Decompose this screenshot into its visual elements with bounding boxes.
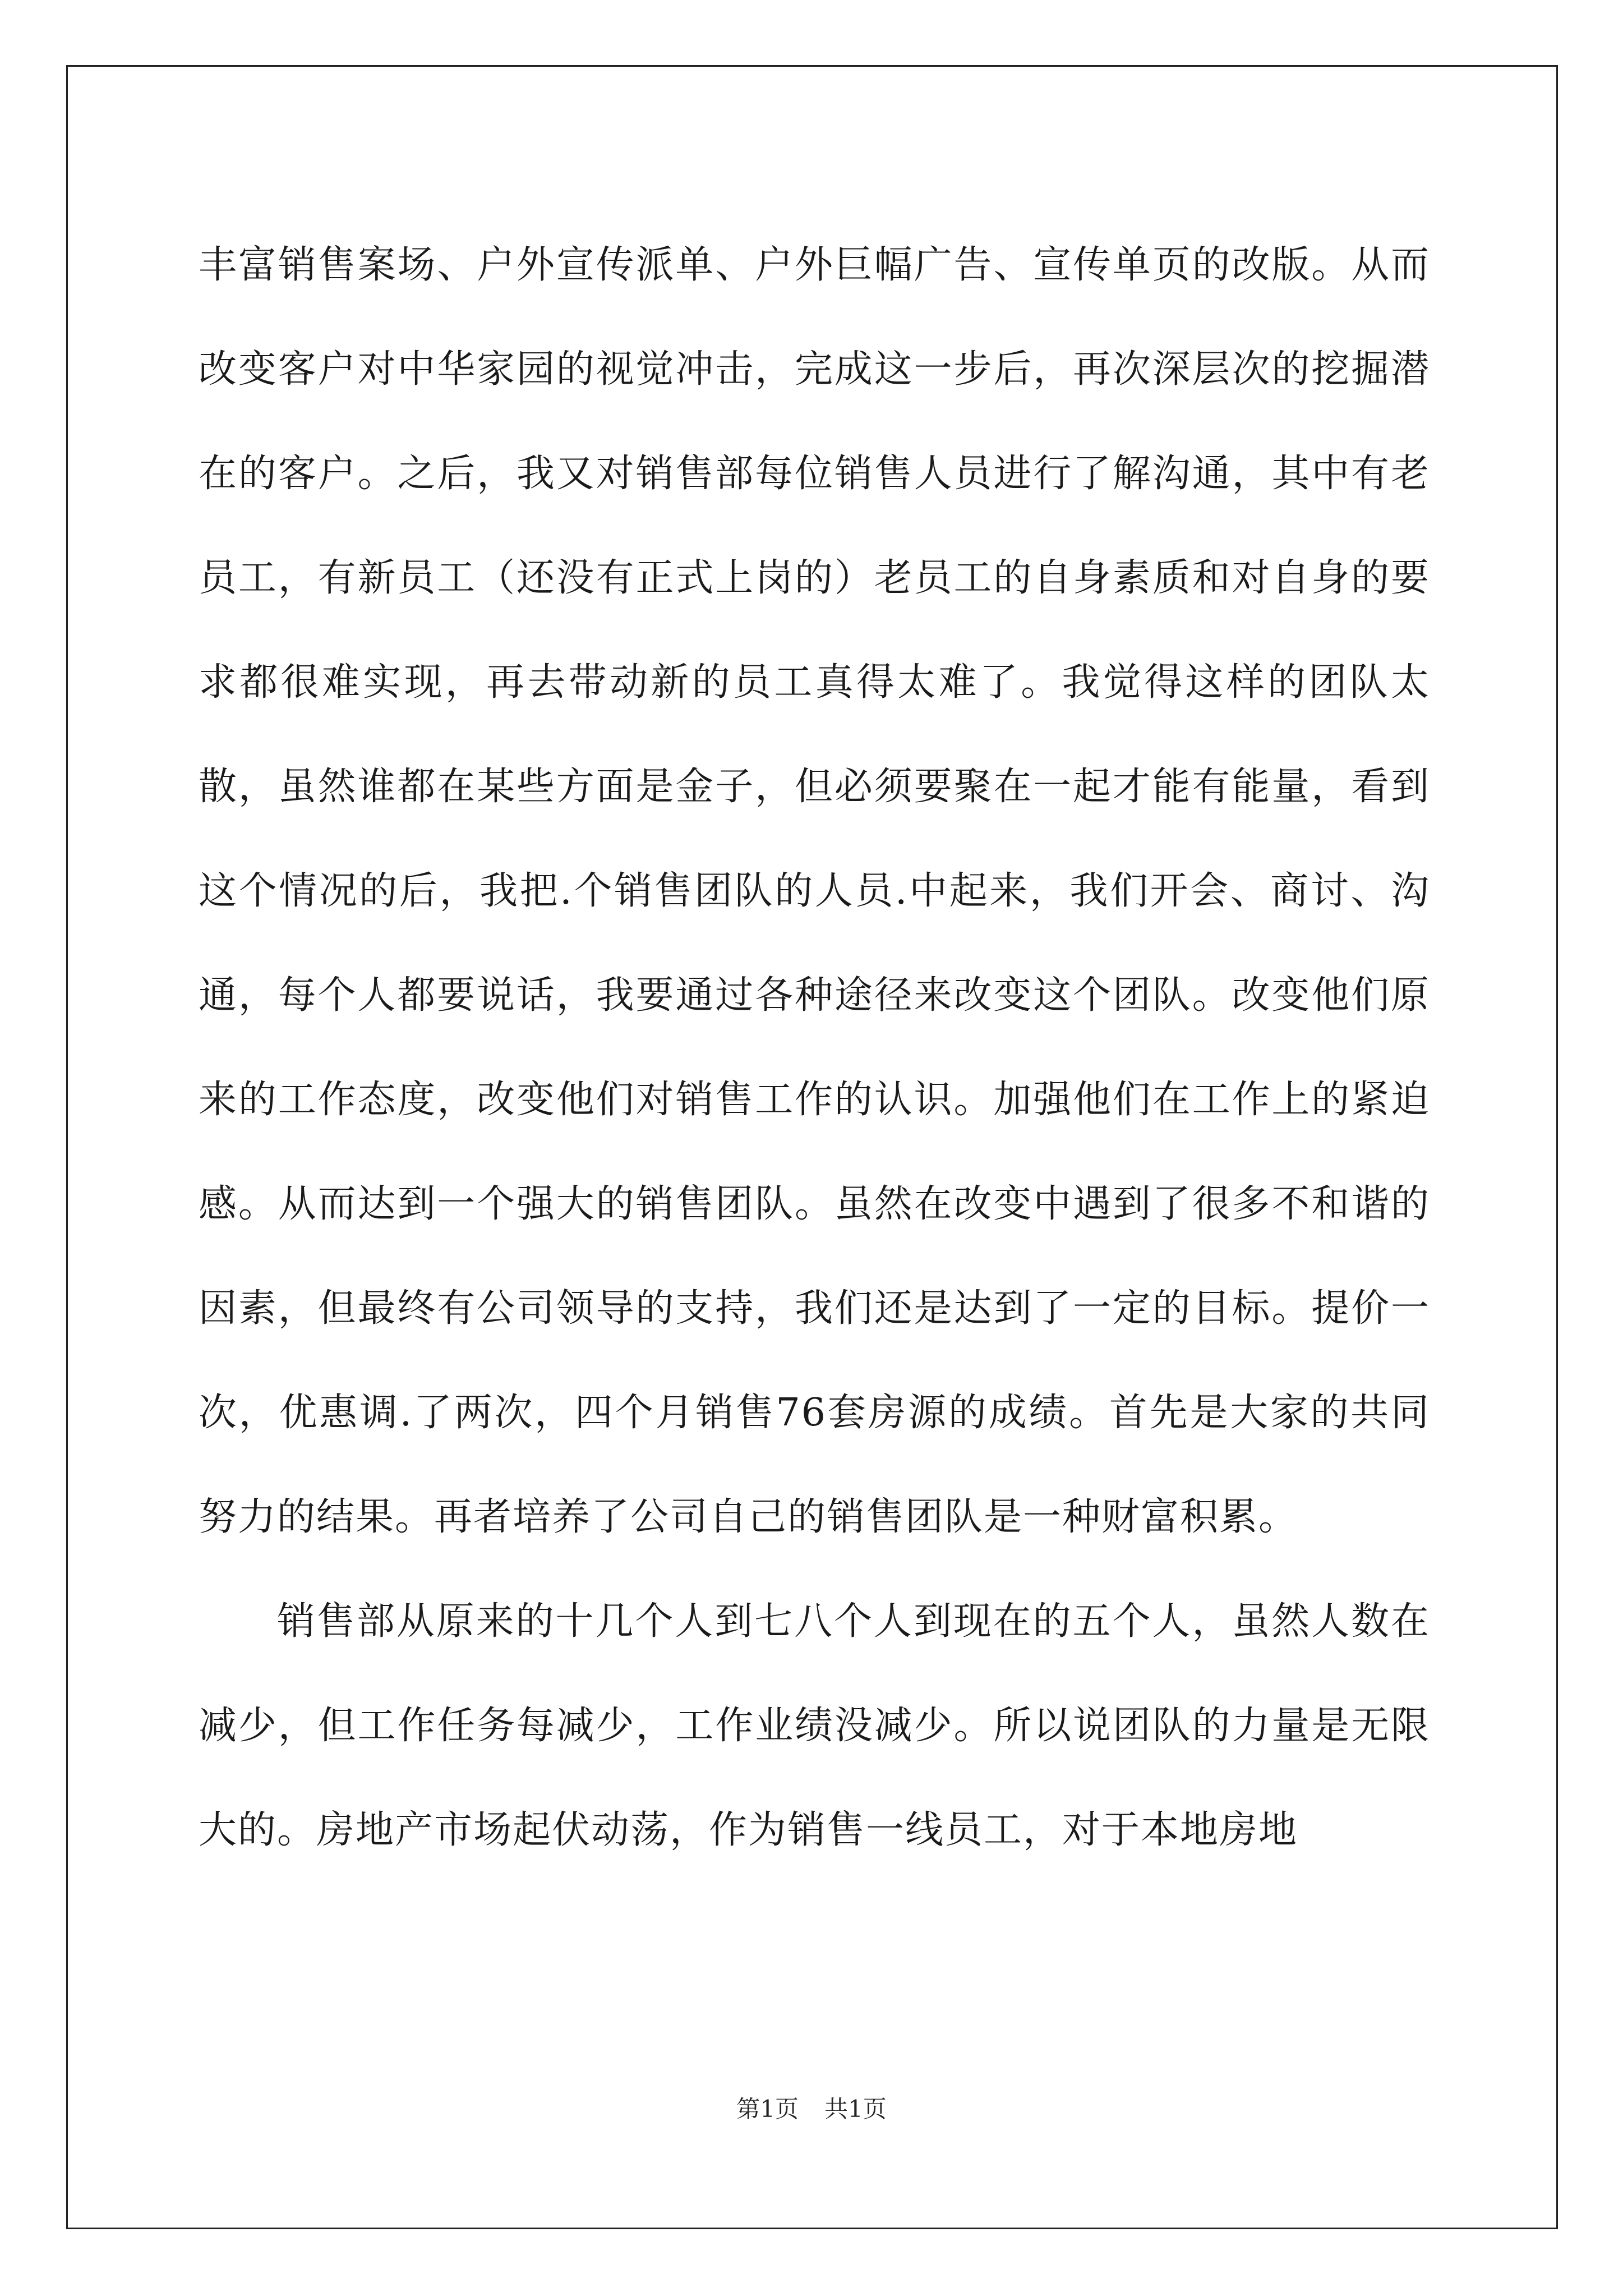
- paragraph-1: 丰富销售案场、户外宣传派单、户外巨幅广告、宣传单页的改版。从而改变客户对中华家园的视觉冲击，完成这一步后，再次深层次的挖掘潜在的客户。之后，我又对销售部每位销售人员进行了解沟通，其中有老员工，有新员工（还没有正式上岗的）老员工的自身素质和对自身的要求都很难实现，再去带动新的员工真得太难了。我觉得这样的团队太散，虽然谁都在某些方面是金子，但必须要聚在一起才能有能量，看到这个情况的后，我把.个销售团队的人员.中起来，我们开会、商讨、沟通，每个人都要说话，我要通过各种途径来改变这个团队。改变他们原来的工作态度，改变他们对销售工作的认识。加强他们在工作上的紧迫感。从而达到一个强大的销售团队。虽然在改变中遇到了很多不和谐的因素，但最终有公司领导的支持，我们还是达到了一定的目标。提价一次，优惠调.了两次，四个月销售76套房源的成绩。首先是大家的共同努力的结果。再者培养了公司自己的销售团队是一种财富积累。: [199, 243, 1430, 1539]
- document-body: [199, 213, 1430, 1883]
- page-number: 第1页: [736, 2095, 799, 2123]
- page-total: 共1页: [824, 2095, 887, 2123]
- page-footer: [0, 2092, 1623, 2126]
- paragraph-2: 销售部从原来的十几个人到七八个人到现在的五个人，虽然人数在减少，但工作任务每减少，工作业绩没减少。所以说团队的力量是无限大的。房地产市场起伏动荡，作为销售一线员工，对于本地房地: [199, 1599, 1430, 1852]
